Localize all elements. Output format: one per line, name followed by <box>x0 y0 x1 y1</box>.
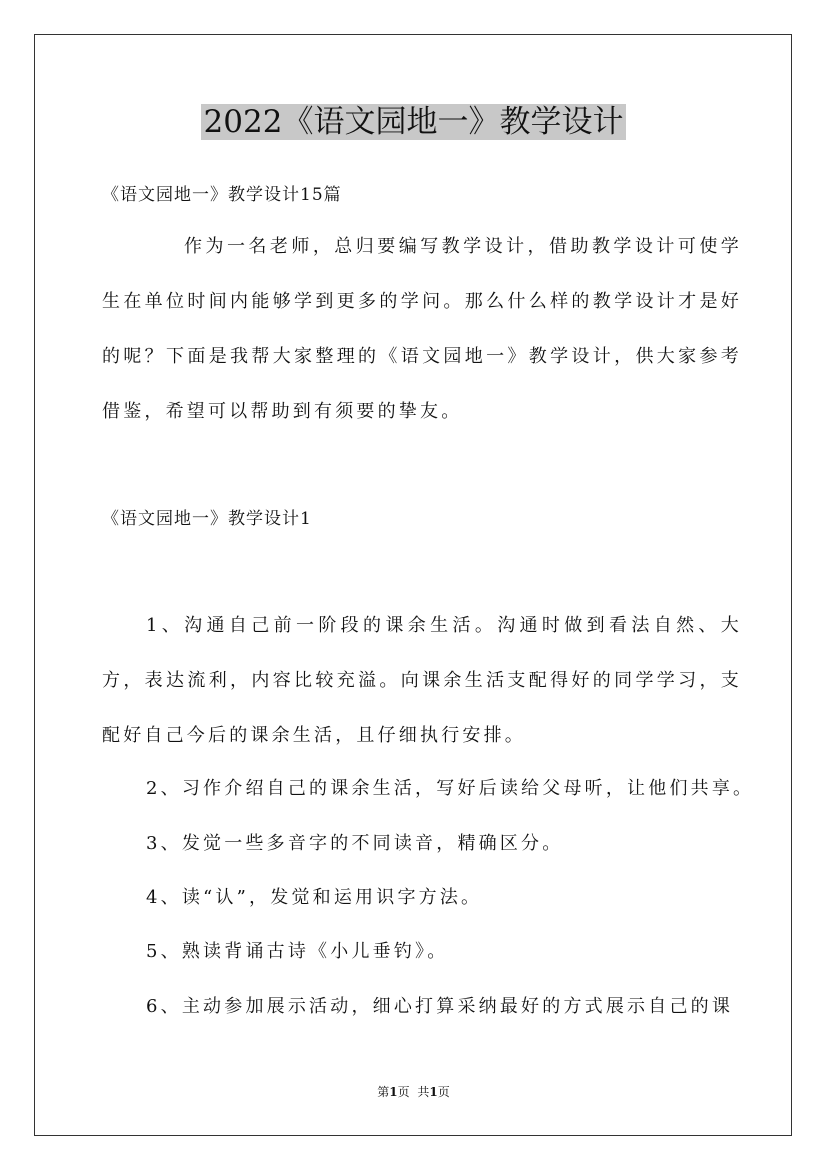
page-number: 1 <box>389 1085 398 1099</box>
list-item: 2、习作介绍自己的课余生活，写好后读给父母听，让他们共享。 <box>146 778 755 799</box>
list-item: 1、沟通自己前一阶段的课余生活。沟通时做到看法自然、大方，表达流利，内容比较充溢。向课余生活支配得好的同学学习，支配好自己今后的课余生活，且仔细执行安排。 <box>102 615 742 746</box>
document-title: 2022《语文园地一》教学设计 <box>201 104 627 140</box>
document-title-block <box>0 102 827 142</box>
page-suffix: 页 <box>397 1085 410 1099</box>
list-item: 5、熟读背诵古诗《小儿垂钓》。 <box>146 941 449 962</box>
subtitle: 《语文园地一》教学设计15篇 <box>102 185 342 205</box>
list-item: 4、读“认”，发觉和运用识字方法。 <box>146 887 483 908</box>
section-title: 《语文园地一》教学设计1 <box>102 509 312 529</box>
list-item: 6、主动参加展示活动，细心打算采纳最好的方式展示自己的课 <box>146 996 734 1017</box>
total-pages: 1 <box>429 1085 438 1099</box>
list-item: 3、发觉一些多音字的不同读音，精确区分。 <box>146 833 564 854</box>
intro-paragraph: 作为一名老师，总归要编写教学设计，借助教学设计可使学生在单位时间内能够学到更多的学问。那么什么样的教学设计才是好的呢？下面是我帮大家整理的《语文园地一》教学设计，供大家参考借鉴，希望可以帮助到有须要的挚友。 <box>102 236 742 422</box>
page-footer <box>0 1084 827 1100</box>
total-suffix: 页 <box>437 1085 450 1099</box>
total-prefix: 共 <box>417 1085 430 1099</box>
page-prefix: 第 <box>377 1085 390 1099</box>
